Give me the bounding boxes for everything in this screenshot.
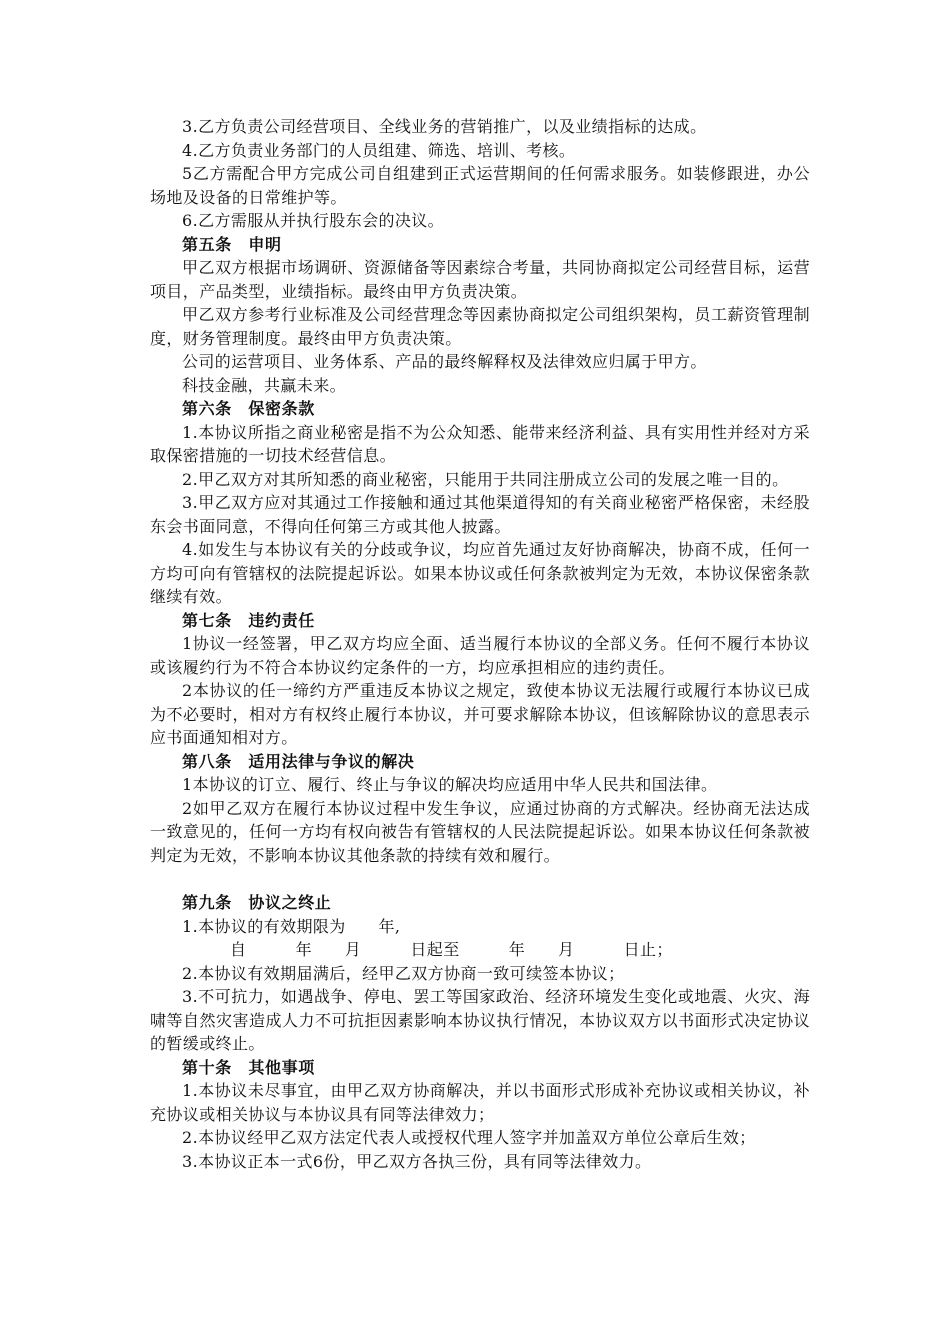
section5-paragraph: 甲乙双方参考行业标准及公司经营理念等因素协商拟定公司组织架构，员工薪资管理制度，财务管理制度。最终由甲方负责决策。	[150, 305, 810, 348]
section7-paragraph: 1协议一经签署，甲乙双方均应全面、适当履行本协议的全部义务。任何不履行本协议或该履约行为不符合本协议约定条件的一方，均应承担相应的违约责任。	[150, 634, 810, 677]
section5-heading: 第五条 申明	[182, 234, 282, 254]
section6-heading: 第六条 保密条款	[182, 399, 315, 418]
section8-paragraph: 2如甲乙双方在履行本协议过程中发生争议，应通过协商的方式解决。经协商无法达成一致意见的，任何一方均有权向被告有管辖权的人民法院提起诉讼。如果本协议任何条款被判定为无效，不影响本协议其他条款的持续有效和履行。	[150, 798, 810, 865]
section4-item-5: 5乙方需配合甲方完成公司自组建到正式运营期间的任何需求服务。如装修跟进，办公场地及设备的日常维护等。	[150, 164, 810, 207]
section10-paragraph: 2.本协议经甲乙双方法定代表人或授权代理人签字并加盖双方单位公章后生效；	[182, 1128, 756, 1147]
section7-heading: 第七条 违约责任	[182, 610, 315, 630]
section10-paragraph: 3.本协议正本一式6份，甲乙双方各执三份，具有同等法律效力。	[182, 1151, 652, 1171]
section5-paragraph: 公司的运营项目、业务体系、产品的最终解释权及法律效应归属于甲方。	[182, 352, 707, 371]
section6-paragraph: 3.甲乙双方应对其通过工作接触和通过其他渠道得知的有关商业秘密严格保密，未经股东会书面同意，不得向任何第三方或其他人披露。	[150, 493, 810, 536]
section9-date-line: 自 年 月 日起至 年 月 日止；	[230, 940, 673, 959]
section10-paragraph: 1.本协议未尽事宜，由甲乙双方协商解决，并以书面形式形成补充协议或相关协议，补充协议或相关协议与本协议具有同等法律效力；	[150, 1081, 810, 1124]
section8-paragraph: 1本协议的订立、履行、终止与争议的解决均应适用中华人民共和国法律。	[182, 775, 718, 794]
section5-paragraph: 科技金融，共赢未来。	[182, 375, 347, 395]
section10-heading: 第十条 其他事项	[182, 1057, 315, 1077]
section6-paragraph: 1.本协议所指之商业秘密是指不为公众知悉、能带来经济利益、具有实用性并经对方采取保密措施的一切技术经营信息。	[150, 422, 810, 465]
section4-item-4: 4.乙方负责业务部门的人员组建、筛选、培训、考核。	[182, 140, 576, 160]
section8-heading: 第八条 适用法律与争议的解决	[182, 751, 415, 771]
section4-item-3: 3.乙方负责公司经营项目、全线业务的营销推广，以及业绩指标的达成。	[182, 117, 707, 136]
section4-item-6: 6.乙方需服从并执行股东会的决议。	[182, 211, 445, 230]
section-spacer	[150, 867, 810, 891]
section5-paragraph: 甲乙双方根据市场调研、资源储备等因素综合考量，共同协商拟定公司经营目标，运营项目，产品类型，业绩指标。最终由甲方负责决策。	[150, 258, 810, 301]
section9-paragraph: 3.不可抗力，如遇战争、停电、罢工等国家政治、经济环境发生变化或地震、火灾、海啸等自然灾害造成人力不可抗拒因素影响本协议执行情况，本协议双方以书面形式决定协议的暂缓或终止。	[150, 987, 810, 1053]
section7-paragraph: 2本协议的任一缔约方严重违反本协议之规定，致使本协议无法履行或履行本协议已成为不必要时，相对方有权终止履行本协议，并可要求解除本协议，但该解除协议的意思表示应书面通知相对方。	[150, 681, 810, 747]
section9-heading: 第九条 协议之终止	[182, 893, 332, 912]
section9-item-1: 1.本协议的有效期限为 年,	[182, 916, 401, 936]
section6-paragraph: 2.甲乙双方对其所知悉的商业秘密，只能用于共同注册成立公司的发展之唯一目的。	[182, 469, 789, 489]
document-body	[150, 115, 810, 1173]
section9-paragraph: 2.本协议有效期届满后，经甲乙双方协商一致可续签本协议；	[182, 963, 625, 983]
section6-paragraph: 4.如发生与本协议有关的分歧或争议，均应首先通过友好协商解决，协商不成，任何一方均可向有管辖权的法院提起诉讼。如果本协议或任何条款被判定为无效，本协议保密条款继续有效。	[150, 540, 810, 606]
